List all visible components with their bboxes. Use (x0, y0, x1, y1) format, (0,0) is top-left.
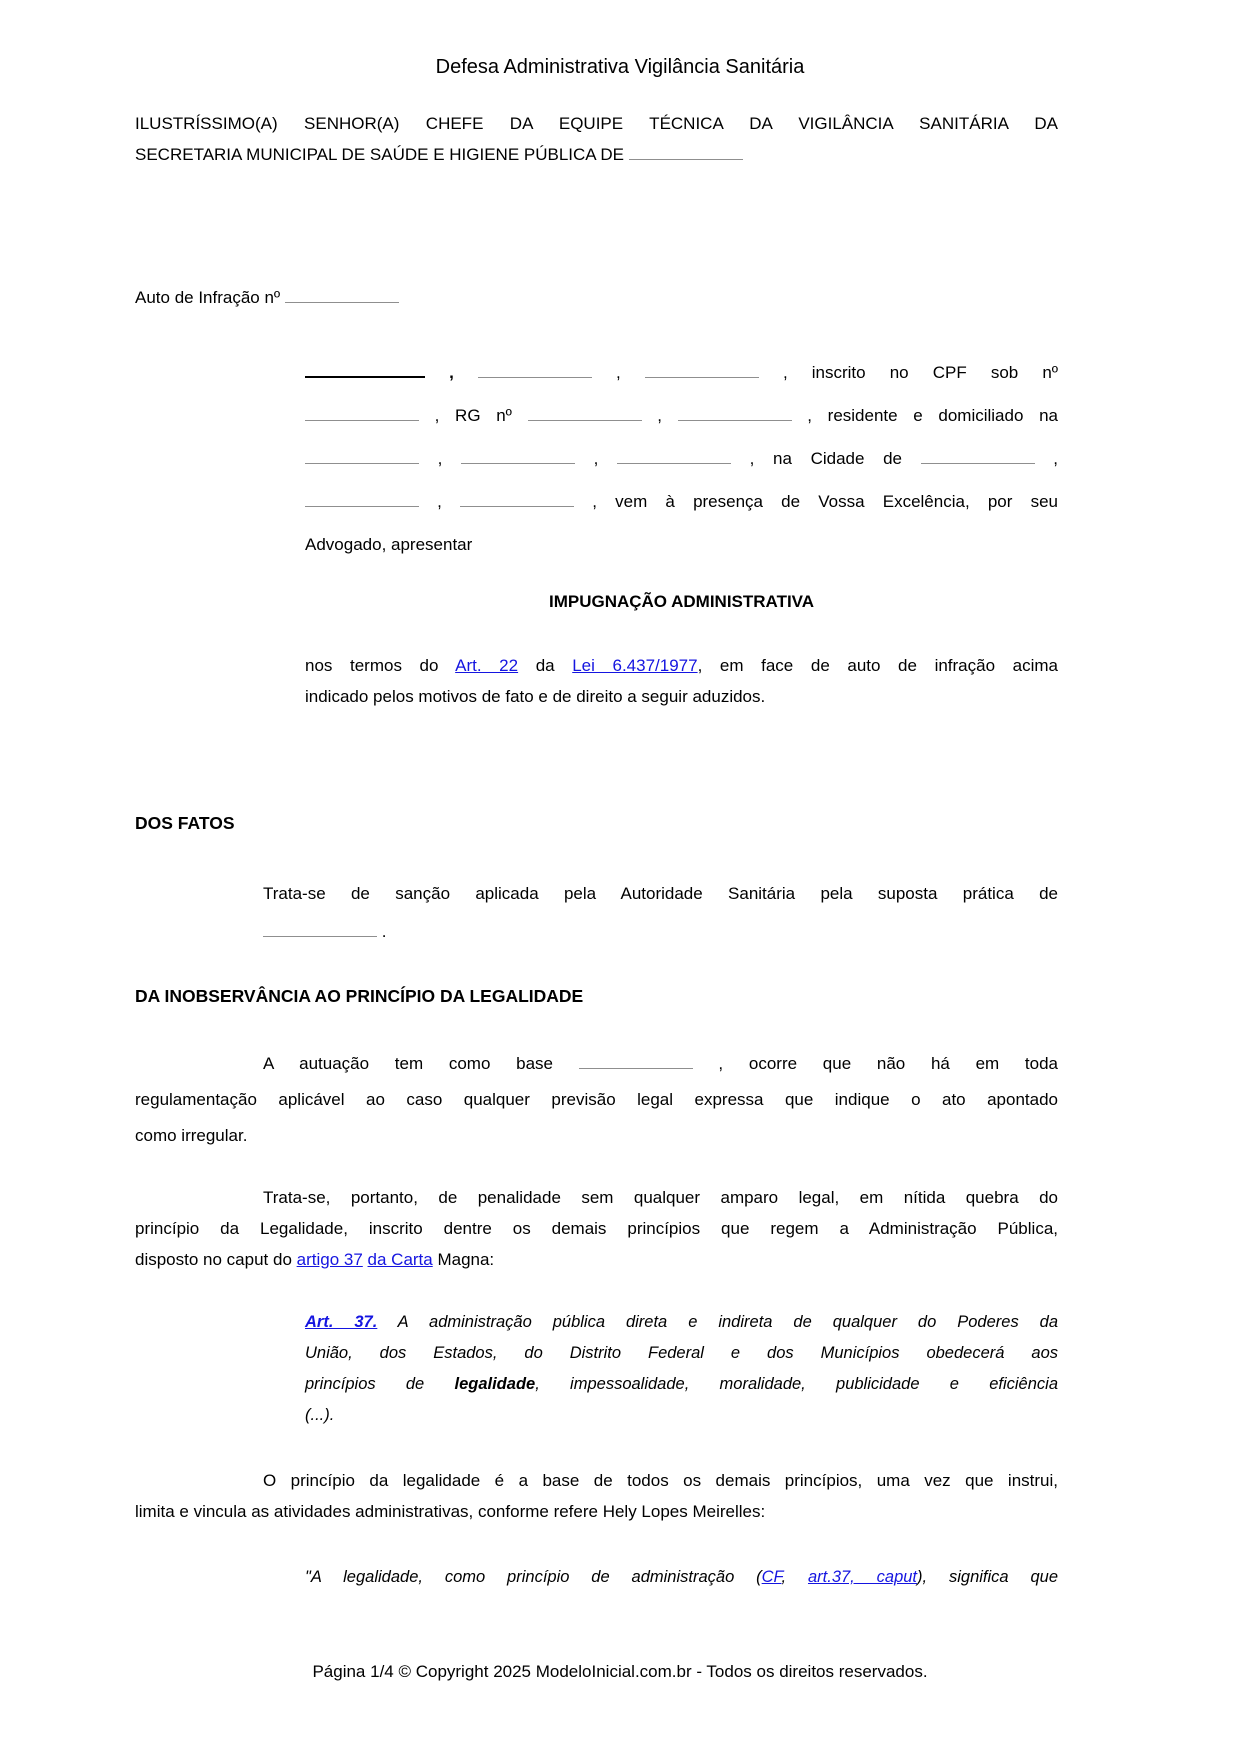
blank-field (305, 406, 419, 421)
text-segment: , (641, 406, 678, 425)
principio-legalidade-paragraph (135, 1465, 1058, 1527)
text-segment: da (518, 656, 573, 675)
text-segment: . (377, 922, 387, 941)
text-segment: (...). (305, 1406, 335, 1424)
text-segment: , impessoalidade, moralidade, publicidade e eficiência (535, 1375, 1059, 1393)
text-segment: , (419, 492, 461, 511)
heading-impugnacao: IMPUGNAÇÃO ADMINISTRATIVA (548, 592, 815, 611)
auto-infracao-line (135, 282, 1058, 313)
text-segment: , vem à presença de Vossa Excelência, por seu (574, 492, 1058, 511)
qualification-paragraph (305, 351, 1058, 566)
trata-se-sancao-paragraph (135, 875, 1058, 951)
text-segment: como irregular. (135, 1126, 248, 1145)
inline-law-link[interactable]: Art. 37. (305, 1313, 378, 1331)
heading-legalidade: DA INOBSERVÂNCIA AO PRINCÍPIO DA LEGALIDADE (135, 986, 584, 1006)
text-segment: , em face de auto de infração acima (697, 656, 1058, 675)
blank-field (285, 288, 399, 303)
text-line (135, 1213, 1058, 1244)
text-line (305, 394, 1058, 437)
text-segment: "A legalidade, como princípio de administração ( (305, 1568, 762, 1586)
trata-se-portanto-paragraph (135, 1182, 1058, 1275)
text-segment: , inscrito no CPF sob nº (758, 363, 1058, 382)
text-line (135, 1465, 1058, 1496)
text-line (305, 681, 1058, 712)
text-segment: União, dos Estados, do Distrito Federal e dos Municípios obedecerá aos (305, 1344, 1058, 1362)
text-line (305, 650, 1058, 681)
text-segment: A autuação tem como base (263, 1054, 579, 1073)
text-line (305, 351, 1058, 394)
inline-law-link[interactable]: artigo 37 (296, 1250, 363, 1269)
blank-field (645, 363, 759, 378)
text-line (263, 875, 1058, 913)
text-segment: princípios de (305, 1375, 455, 1393)
text-segment: , ocorre que não há em toda (692, 1054, 1058, 1073)
inline-law-link[interactable]: da Carta (367, 1250, 433, 1269)
text-line (135, 282, 1058, 313)
text-segment: , (781, 1568, 808, 1586)
page-footer: Página 1/4 © Copyright 2025 ModeloInicial.com.br - Todos os direitos reservados. (312, 1662, 928, 1681)
text-segment: , (575, 449, 618, 468)
text-line (305, 1338, 1058, 1369)
text-segment: Trata-se de sanção aplicada pela Autoridade Sanitária pela suposta prática de (263, 884, 1058, 903)
blank-field (305, 492, 419, 507)
text-segment: regulamentação aplicável ao caso qualquer previsão legal expressa que indique o ato apontado (135, 1090, 1058, 1109)
text-segment: Trata-se, portanto, de penalidade sem qualquer amparo legal, em nítida quebra do (263, 1188, 1058, 1207)
text-segment: disposto no caput do (135, 1250, 297, 1269)
text-segment: Auto de Infração nº (135, 288, 285, 307)
inline-law-link[interactable]: Lei 6.437/1977 (572, 656, 698, 675)
text-line (305, 523, 1058, 566)
text-line (263, 913, 1058, 951)
text-segment: , (1034, 449, 1059, 468)
text-line (135, 108, 1058, 139)
blank-field (579, 1054, 693, 1069)
text-segment: , residente e domiciliado na (791, 406, 1058, 425)
blank-field (678, 406, 792, 421)
text-segment: ), significa que (917, 1568, 1058, 1586)
text-line (305, 437, 1058, 480)
heading-dos-fatos: DOS FATOS (135, 813, 235, 833)
document-title: Defesa Administrativa Vigilância Sanitária (435, 56, 805, 78)
addressee-paragraph (135, 108, 1058, 170)
text-segment: , RG nº (419, 406, 528, 425)
text-segment: SECRETARIA MUNICIPAL DE SAÚDE E HIGIENE PÚBLICA DE (135, 145, 629, 164)
text-segment: O princípio da legalidade é a base de todos os demais princípios, uma vez que instrui, (263, 1471, 1058, 1490)
text-segment: , (419, 449, 462, 468)
blank-field (528, 406, 642, 421)
blank-field (305, 449, 419, 464)
text-segment: nos termos do (305, 656, 456, 675)
text-segment: indicado pelos motivos de fato e de direito a seguir aduzidos. (305, 687, 766, 706)
art37-quote (305, 1307, 1058, 1431)
bold-text: legalidade (454, 1375, 536, 1393)
blank-field (921, 449, 1035, 464)
blank-field (460, 492, 574, 507)
inline-law-link[interactable]: CF (761, 1568, 782, 1586)
text-segment: , (591, 363, 645, 382)
bold-text: , (425, 363, 478, 382)
autuacao-paragraph (135, 1046, 1058, 1154)
text-line (135, 139, 1058, 170)
blank-field (629, 145, 743, 160)
text-line (305, 480, 1058, 523)
text-segment: Advogado, apresentar (305, 535, 473, 554)
text-line (135, 1182, 1058, 1213)
blank-field (461, 449, 575, 464)
text-line (135, 1496, 1058, 1527)
text-segment: A administração pública direta e indireta de qualquer do Poderes da (377, 1313, 1059, 1331)
text-segment: , na Cidade de (731, 449, 921, 468)
blank-field (263, 922, 377, 937)
blank-field (617, 449, 731, 464)
text-line (135, 1244, 1058, 1275)
inline-law-link[interactable]: art.37, caput (807, 1568, 918, 1586)
text-line (305, 1307, 1058, 1338)
hely-meirelles-quote (305, 1562, 1058, 1593)
inline-law-link[interactable]: Art. 22 (455, 656, 519, 675)
text-segment: Magna: (432, 1250, 495, 1269)
text-segment: ILUSTRÍSSIMO(A) SENHOR(A) CHEFE DA EQUIPE TÉCNICA DA VIGILÂNCIA SANITÁRIA DA (135, 114, 1058, 133)
text-line (305, 1369, 1058, 1400)
nos-termos-paragraph (305, 650, 1058, 712)
blank-field (305, 362, 425, 378)
text-segment: princípio da Legalidade, inscrito dentre os demais princípios que regem a Administração Pública, (135, 1219, 1058, 1238)
text-line (135, 1046, 1058, 1082)
text-line (135, 1082, 1058, 1118)
text-line (305, 1562, 1058, 1593)
blank-field (478, 363, 592, 378)
text-line (305, 1400, 1058, 1431)
text-segment: limita e vincula as atividades administrativas, conforme refere Hely Lopes Meirelles: (135, 1502, 766, 1521)
text-line (135, 1118, 1058, 1154)
